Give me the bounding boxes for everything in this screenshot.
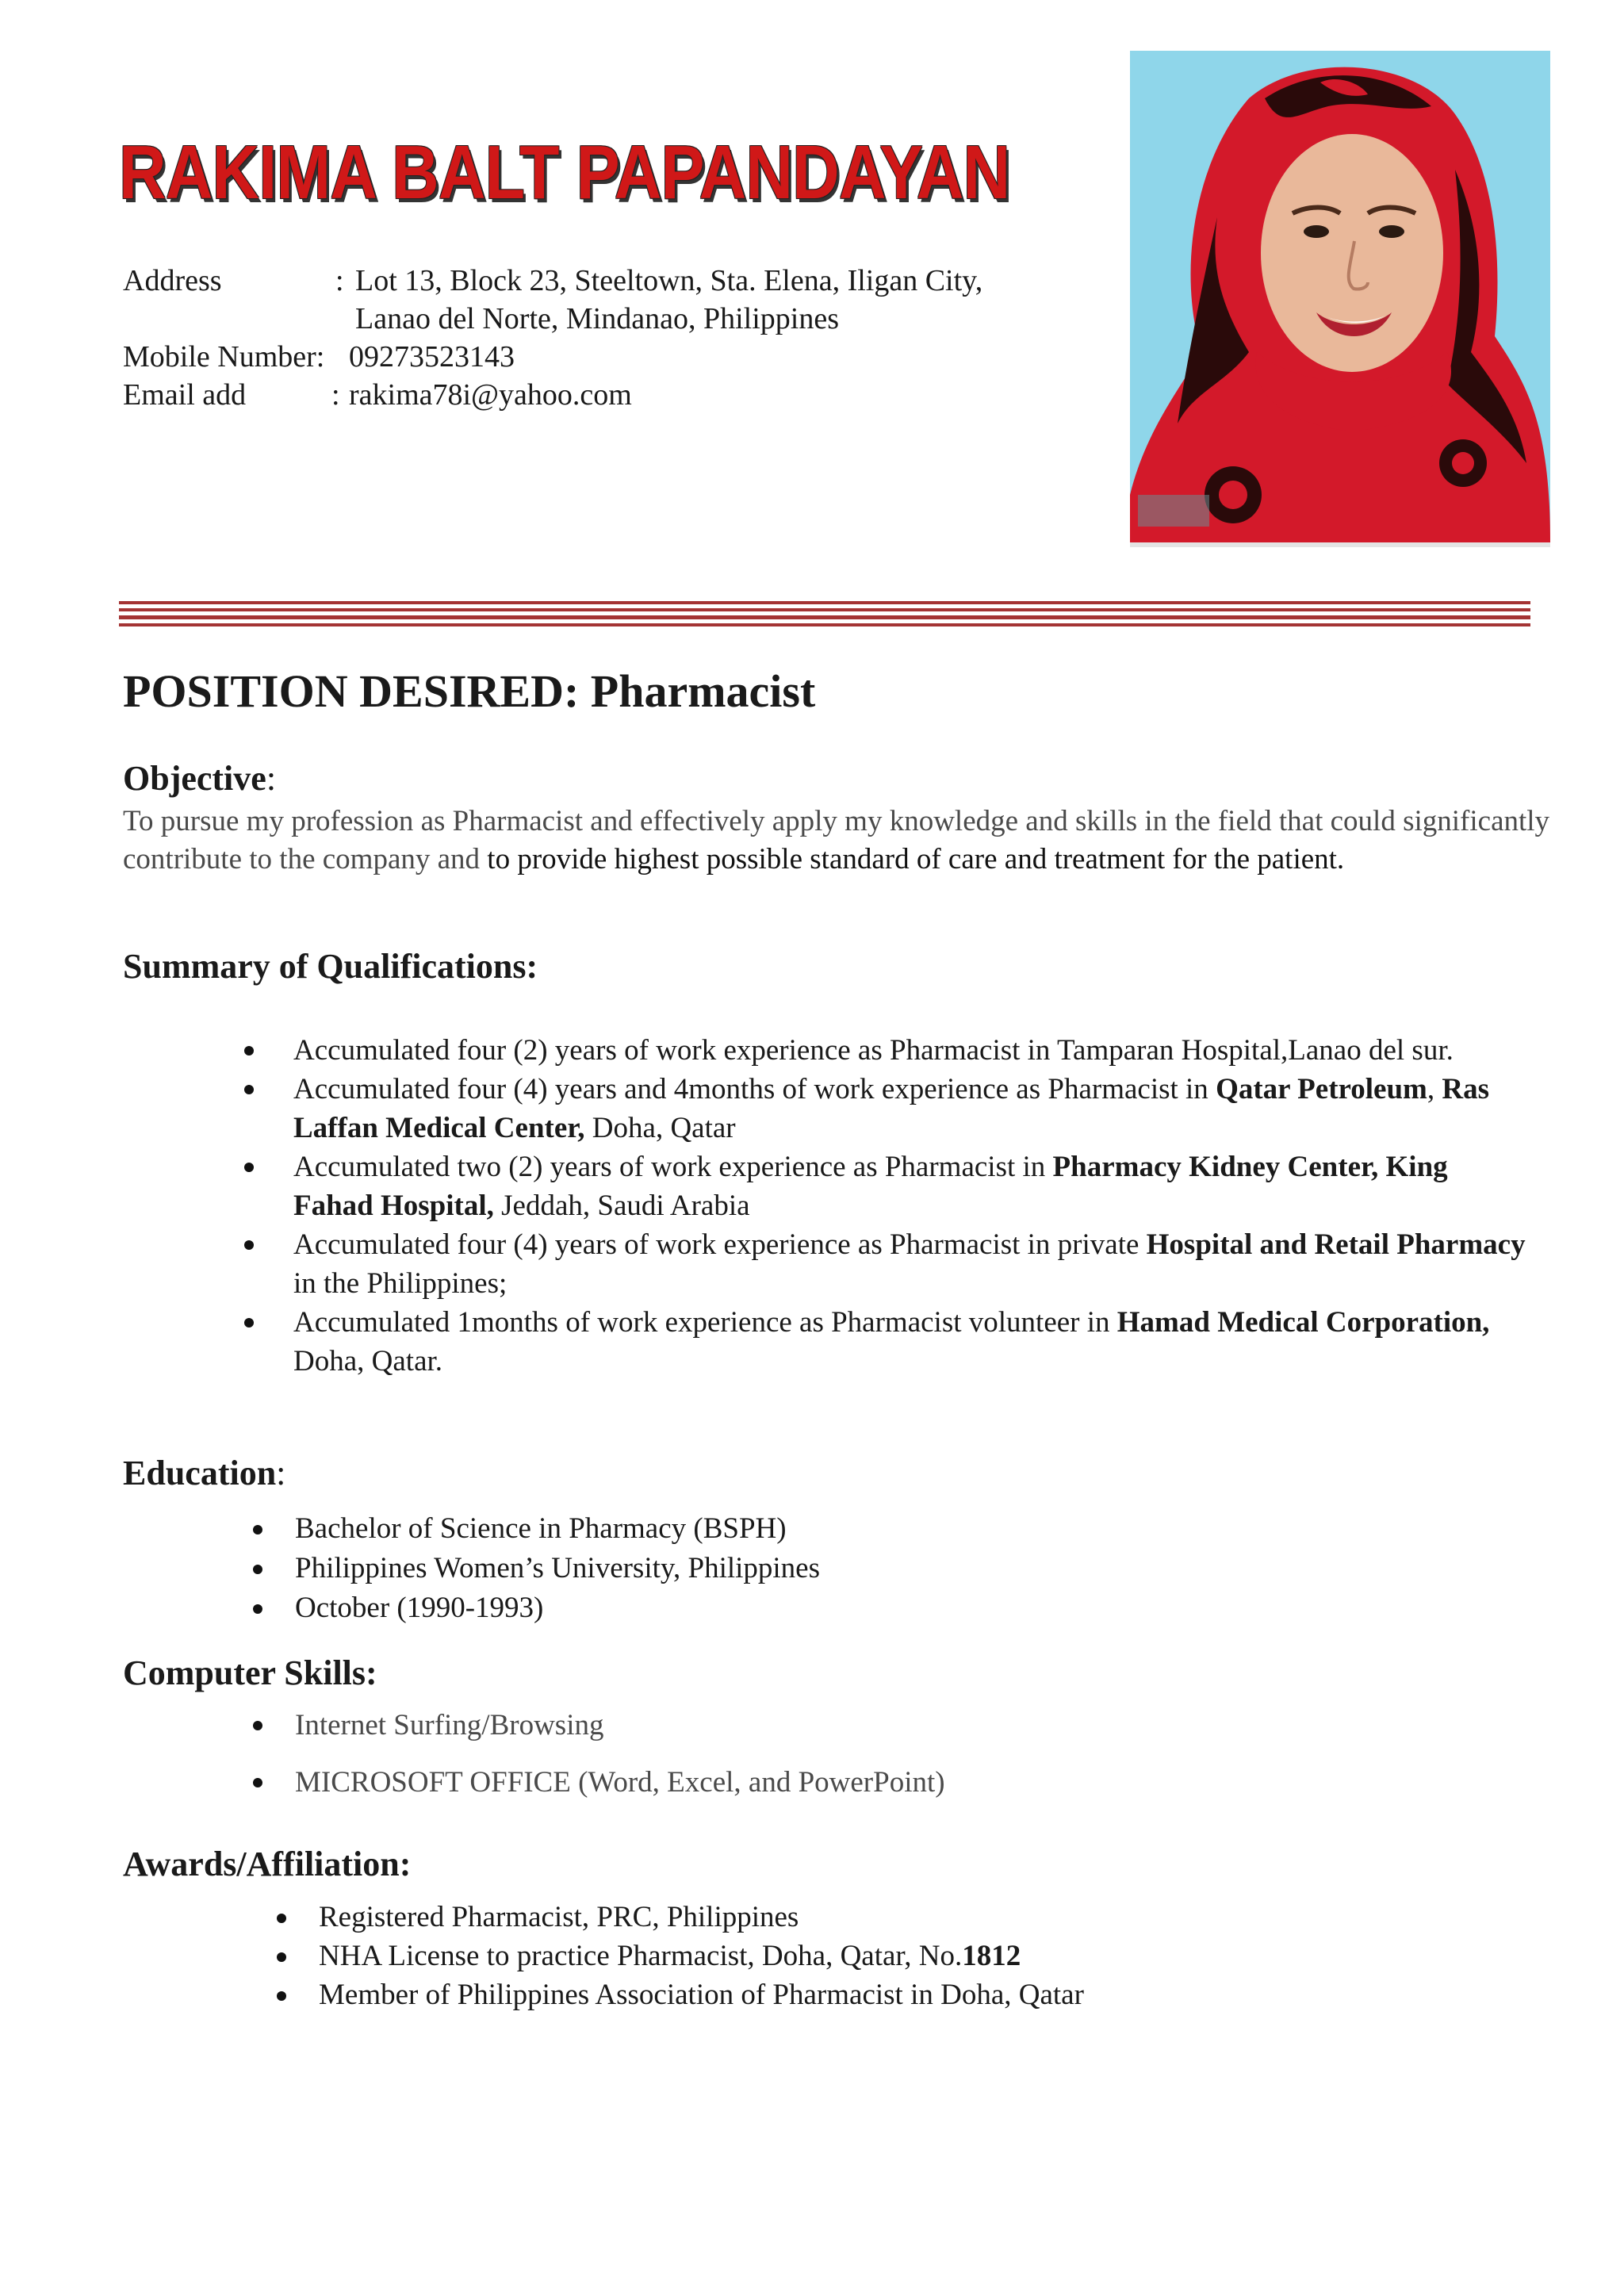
mobile-label: Mobile Number: bbox=[123, 340, 325, 374]
address-line-1: Lot 13, Block 23, Steeltown, Sta. Elena, Iligan City, bbox=[355, 264, 983, 297]
objective-heading: Objective: bbox=[123, 759, 277, 798]
education-heading: Education: bbox=[123, 1454, 286, 1492]
list-item: Philippines Women’s University, Philippines bbox=[295, 1549, 820, 1588]
list-item: Accumulated two (2) years of work experience as Pharmacist in Pharmacy Kidney Center, King Fahad Hospital, Jeddah, Saudi Arabia bbox=[293, 1148, 1530, 1225]
bullet-icon bbox=[253, 1604, 262, 1614]
bullet-icon bbox=[277, 1991, 286, 2001]
list-item: Accumulated four (2) years of work experience as Pharmacist in Tamparan Hospital,Lanao del sur. bbox=[293, 1031, 1530, 1070]
education-list bbox=[295, 1509, 820, 1628]
bullet-icon bbox=[277, 1914, 286, 1923]
email-separator: : bbox=[331, 378, 340, 412]
bullet-icon bbox=[277, 1952, 286, 1962]
header-divider bbox=[119, 601, 1530, 630]
objective-text-part-2: to provide highest possible standard of care and treatment for the patient. bbox=[487, 843, 1345, 875]
qualifications-list bbox=[293, 1031, 1530, 1381]
candidate-name: RAKIMA BALT PAPANDAYAN bbox=[119, 130, 1010, 215]
bullet-icon bbox=[253, 1565, 262, 1574]
list-item: Registered Pharmacist, PRC, Philippines bbox=[319, 1898, 1084, 1937]
bullet-icon bbox=[253, 1778, 262, 1787]
bullet-icon bbox=[244, 1163, 254, 1172]
objective-text bbox=[123, 803, 1550, 879]
address-line-2: Lanao del Norte, Mindanao, Philippines bbox=[355, 302, 839, 335]
position-desired: POSITION DESIRED: Pharmacist bbox=[123, 665, 816, 717]
list-item: Accumulated 1months of work experience as Pharmacist volunteer in Hamad Medical Corporation, Doha, Qatar. bbox=[293, 1303, 1530, 1381]
bullet-icon bbox=[244, 1085, 254, 1094]
list-item: Bachelor of Science in Pharmacy (BSPH) bbox=[295, 1509, 820, 1549]
bullet-icon bbox=[253, 1721, 262, 1730]
objective-text-part-1: To pursue my profession as Pharmacist and effectively apply my knowledge and skills in the field that could significantly contribute to the company and bbox=[123, 805, 1550, 875]
list-item: NHA License to practice Pharmacist, Doha, Qatar, No.1812 bbox=[319, 1937, 1084, 1975]
email-value: rakima78i@yahoo.com bbox=[349, 378, 632, 412]
awards-list bbox=[319, 1898, 1084, 2014]
address-label: Address bbox=[123, 264, 222, 297]
mobile-value: 09273523143 bbox=[349, 340, 515, 374]
computer-skills-list bbox=[295, 1707, 945, 1802]
address-separator: : bbox=[335, 264, 344, 297]
bullet-icon bbox=[244, 1046, 254, 1056]
bullet-icon bbox=[244, 1318, 254, 1328]
bullet-icon bbox=[253, 1525, 262, 1534]
qualifications-heading: Summary of Qualifications: bbox=[123, 947, 538, 986]
profile-photo bbox=[1130, 51, 1550, 547]
computer-skills-heading: Computer Skills: bbox=[123, 1653, 377, 1692]
list-item: MICROSOFT OFFICE (Word, Excel, and PowerPoint) bbox=[295, 1764, 945, 1802]
list-item: Internet Surfing/Browsing bbox=[295, 1707, 945, 1745]
list-item: Accumulated four (4) years of work experience as Pharmacist in private Hospital and Retail Pharmacy in the Philippines; bbox=[293, 1225, 1530, 1303]
list-item: Accumulated four (4) years and 4months of work experience as Pharmacist in Qatar Petroleum, Ras Laffan Medical Center, Doha, Qatar bbox=[293, 1070, 1530, 1148]
awards-heading: Awards/Affiliation: bbox=[123, 1845, 412, 1883]
list-item: Member of Philippines Association of Pharmacist in Doha, Qatar bbox=[319, 1975, 1084, 2014]
email-label: Email add bbox=[123, 378, 247, 412]
bullet-icon bbox=[244, 1240, 254, 1250]
list-item: October (1990-1993) bbox=[295, 1588, 820, 1628]
